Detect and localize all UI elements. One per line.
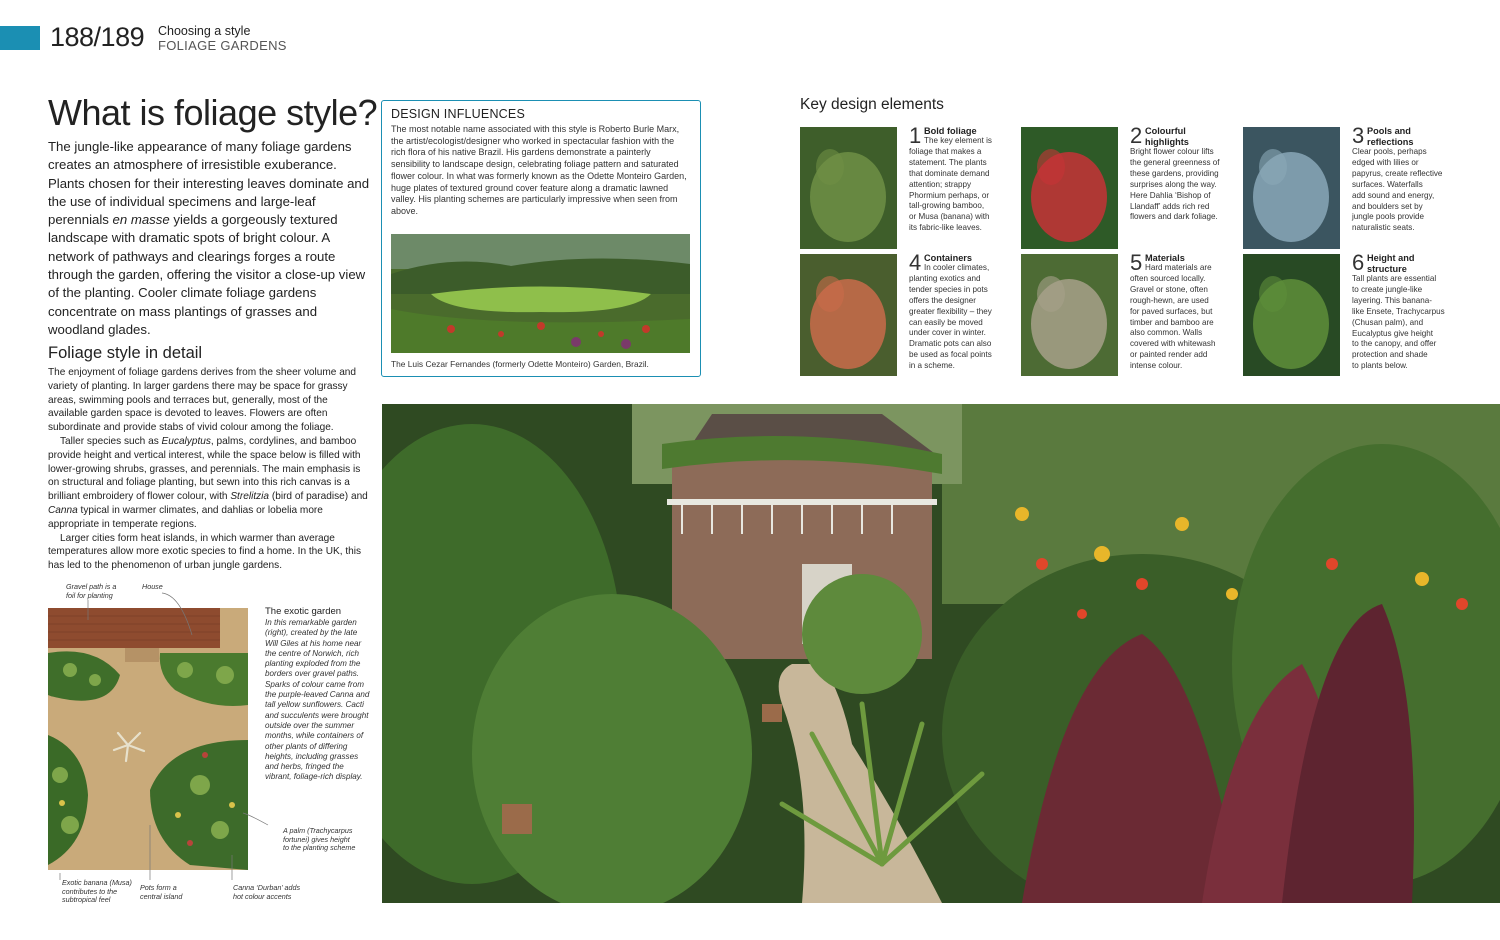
page-numbers: 188/189 — [50, 22, 145, 52]
section-title: FOLIAGE GARDENS — [158, 38, 287, 53]
key-element-text: The key element is foliage that makes a statement. The plants that dominate demand attention; strappy Phormium perhaps, or tall-growing bamboo, or Musa (banana) with its fabric-like leaves. — [909, 136, 992, 233]
key-element-number: 5 — [1130, 250, 1143, 275]
label-canna: Canna ‘Durban’ adds hot colour accents — [233, 883, 301, 901]
key-element-number: 1 — [909, 123, 922, 148]
label-banana: Exotic banana (Musa) contributes to the subtropical feel — [62, 878, 132, 904]
key-element-title: Containers — [924, 253, 972, 263]
detail-paragraph-3: Larger cities form heat islands, in which warmer than average temperatures allow more exotic species to find a home. In the UK, this has led to the phenomenon of urban jungle gardens. — [48, 532, 362, 572]
section-tab-marker — [0, 26, 40, 50]
key-element-number: 2 — [1130, 123, 1143, 148]
key-element-photo — [1021, 254, 1118, 376]
detail-paragraph-2: Taller species such as Eucalyptus, palms, cordylines, and bamboo provide height and vertical interest, while the space below is filled with lower-growing shrubs, grasses, and perennials. The main emphasis is on structural and foliage planting, but sewn into this rich canvas is a brilliant embroidery of flower colour, with Strelitzia (bird of paradise) and Canna typical in warmer climates, and dahlias or lobelia more appropriate in temperate regions. — [48, 435, 368, 530]
key-element-title: Height and structure — [1367, 253, 1415, 274]
design-influences-text: The most notable name associated with this style is Roberto Burle Marx, the artist/ecologist/designer who worked in spectacular fashion with the rich flora of his native Brazil. His gardens demonstrate a painterly sensibility to landscape design, celebrating foliage pattern and saturated flower colour. In what was formerly known as the Odette Monteiro Garden, huge plates of textured ground cover feature along a dramatic lawned valley. His planting schemes are particularly impressive when seen from above. — [391, 124, 687, 216]
key-element-text: Clear pools, perhaps edged with lilies or papyrus, create reflective surfaces. Waterfalls add sound and energy, and boulders set by jungle pools provide naturalistic seats. — [1352, 147, 1443, 233]
design-influences-box — [381, 100, 701, 377]
key-element-text: In cooler climates, planting exotics and tender species in pots offers the designer greater flexibility – they can easily be moved under cover in winter. Dramatic pots can also be used as focal points in a scheme. — [909, 263, 992, 371]
key-element-number: 6 — [1352, 250, 1365, 275]
label-pots: Pots form a central island — [140, 883, 183, 901]
plan-title: The exotic garden — [265, 606, 342, 617]
page-title: What is foliage style? — [48, 92, 378, 133]
subsection-title: Foliage style in detail — [48, 344, 203, 362]
photo-caption: The Luis Cezar Fernandes (formerly Odette Monteiro) Garden, Brazil. — [391, 359, 649, 369]
key-element-title: Materials — [1145, 253, 1185, 263]
label-house: House — [142, 582, 163, 591]
key-element-title: Bold foliage — [924, 126, 977, 136]
label-gravel: Gravel path is a foil for planting — [66, 582, 117, 600]
key-element-title: Colourful highlights — [1145, 126, 1189, 147]
exotic-garden-photo — [382, 404, 1500, 903]
key-element-photo — [1021, 127, 1118, 249]
house-block — [48, 608, 220, 648]
key-element-text: Bright flower colour lifts the general greenness of these gardens, providing surprises along the way. Here Dahlia ‘Bishop of Llandaff’ adds rich red flowers and dark foliage. — [1130, 147, 1220, 222]
detail-text — [48, 366, 370, 573]
key-element-photo — [800, 254, 897, 376]
key-element-photo — [800, 127, 897, 249]
label-palm: A palm (Trachycarpus fortunei) gives height to the planting scheme — [283, 826, 356, 852]
key-element-number: 4 — [909, 250, 922, 275]
key-element-title: Pools and reflections — [1367, 126, 1414, 147]
key-element-photo — [1243, 127, 1340, 249]
key-element-text: Hard materials are often sourced locally. Gravel or stone, often rough-hewn, are used for paved surfaces, but timber and bamboo are also common. Walls covered with whitewash or painted render add intense colour. — [1130, 263, 1216, 371]
key-element-photo — [1243, 254, 1340, 376]
intro-paragraph: The jungle-like appearance of many foliage gardens creates an atmosphere of irresistible exuberance. Plants chosen for their interesting leaves dominate and the use of individual specimens and large-leaf perennials en masse yields a gorgeously textured landscape with dramatic spots of bright colour. A network of pathways and clearings forges a route through the garden, offering the visitor a close-up view of the planting. Cooler climate foliage gardens concentrate on mass plantings of grasses and woodland glades. — [48, 139, 370, 337]
key-element-text: Tall plants are essential to create jungle-like layering. This banana- like Ensete, Trachycarpus (Chusan palm), and Eucalyptus give height to the canopy, and offer protection and shade to plants below. — [1352, 274, 1445, 371]
brazil-garden-photo — [391, 234, 690, 353]
key-elements-title: Key design elements — [800, 96, 944, 113]
detail-paragraph-1: The enjoyment of foliage gardens derives from the sheer volume and variety of planting. In larger gardens there may be space for grassy areas, swimming pools and terraces but, generally, most of the available garden space is devoted to leaves. Flowers are often subordinate and provide stabs of vivid colour among the foliage. — [48, 367, 357, 434]
chapter-title: Choosing a style — [158, 24, 251, 38]
key-element-number: 3 — [1352, 123, 1365, 148]
plan-description: In this remarkable garden (right), created by the late Will Giles at his home near the centre of Norwich, rich planting exploded from the borders over gravel paths. Sparks of colour came from the purple-leaved Canna and tall yellow sunflowers. Cacti and succulents were brought outside over the summer months, while containers of other plants of differing heights, including grasses and herbs, fringed the vibrant, foliage-rich display. — [265, 618, 370, 782]
design-influences-title: DESIGN INFLUENCES — [391, 107, 525, 121]
